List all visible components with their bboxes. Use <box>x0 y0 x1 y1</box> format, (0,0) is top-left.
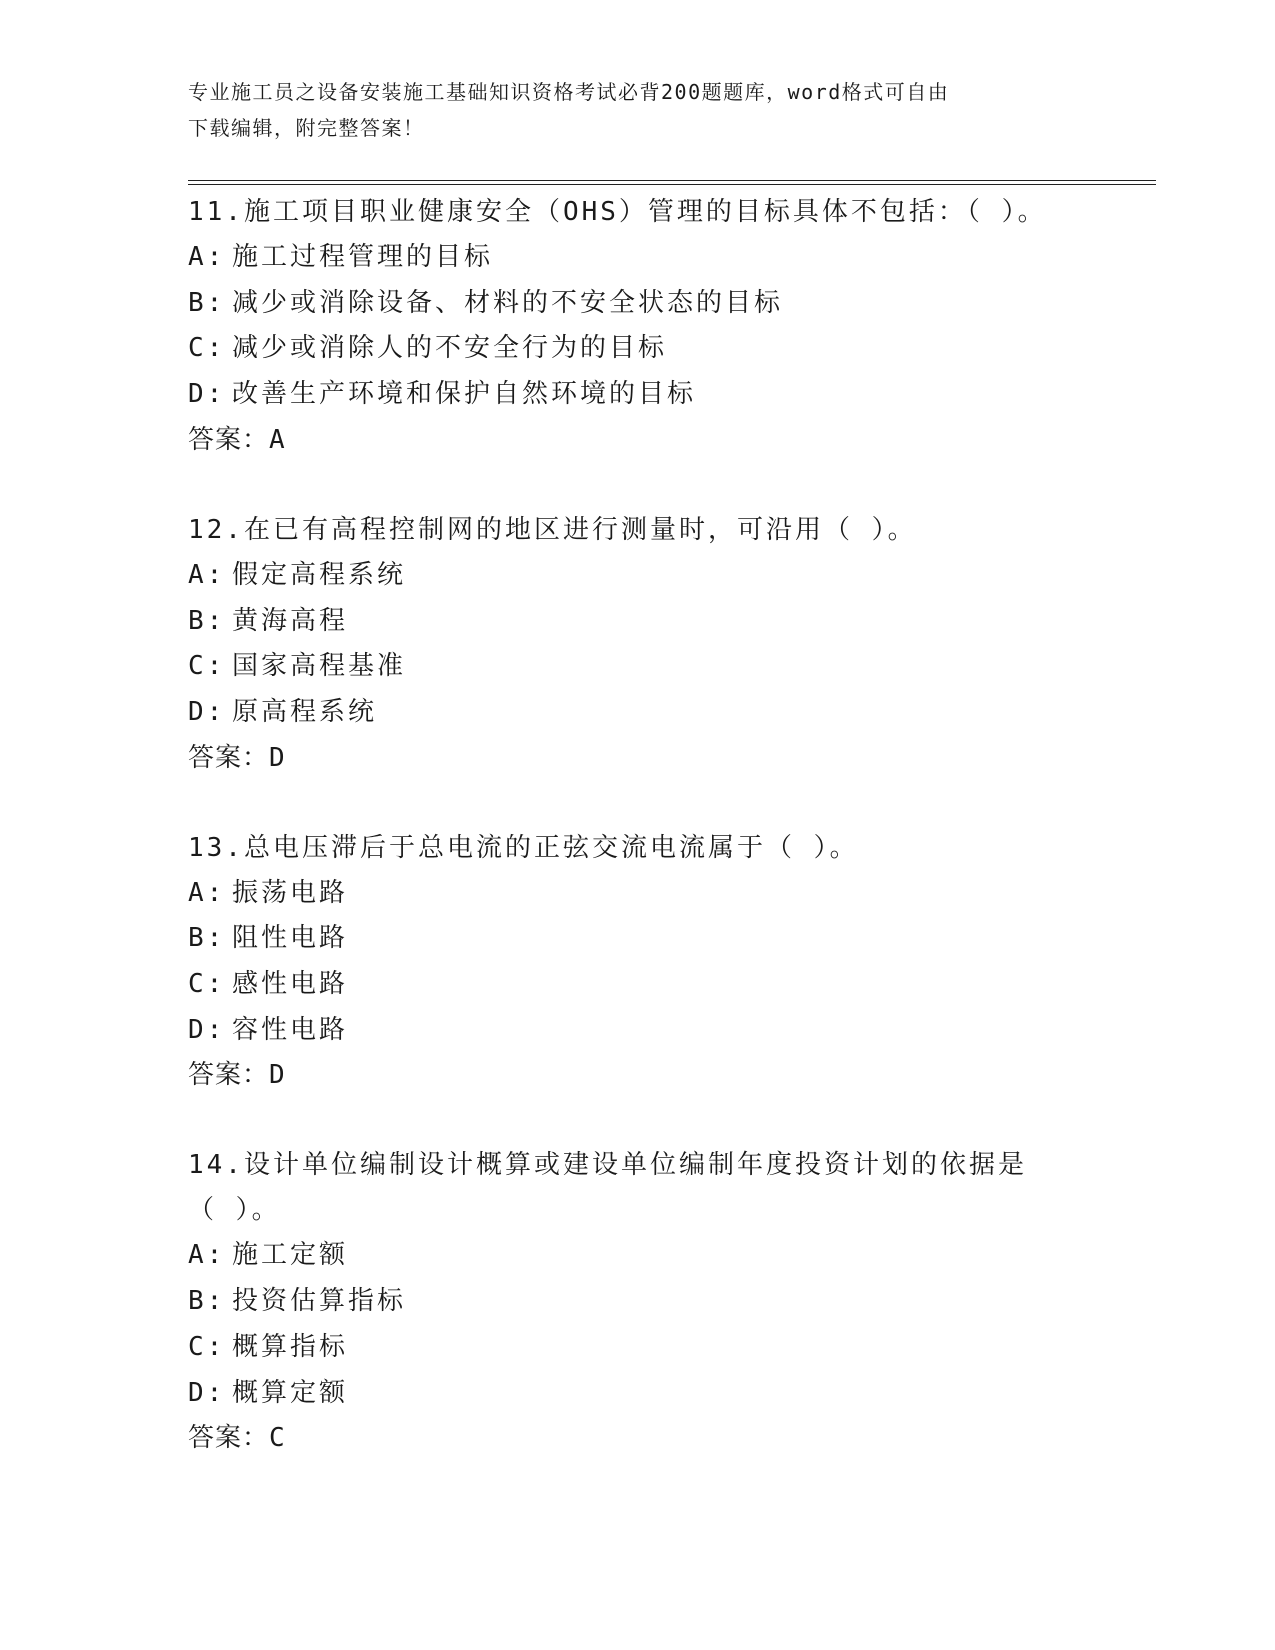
option-text: 振荡电路 <box>232 877 349 908</box>
option-d <box>188 690 1088 736</box>
option-key: C: <box>188 1331 226 1362</box>
option-key: A: <box>188 1240 226 1271</box>
option-d <box>188 372 1088 418</box>
option-b <box>188 916 1088 962</box>
option-a <box>188 871 1088 917</box>
option-text: 容性电路 <box>232 1014 349 1045</box>
option-text: 假定高程系统 <box>232 559 407 590</box>
option-c <box>188 1325 1088 1371</box>
question-stem: 13.总电压滞后于总电流的正弦交流电流属于（ ）。 <box>188 832 859 863</box>
question-12 <box>188 508 1088 780</box>
option-key: B: <box>188 287 226 318</box>
option-key: C: <box>188 333 226 364</box>
option-c <box>188 962 1088 1008</box>
question-11 <box>188 190 1088 462</box>
option-key: D: <box>188 1377 226 1408</box>
option-key: D: <box>188 1014 226 1045</box>
option-key: B: <box>188 923 226 954</box>
option-text: 施工过程管理的目标 <box>232 242 494 272</box>
header-line-1: 专业施工员之设备安装施工基础知识资格考试必背200题题库，word格式可自由 <box>188 80 950 104</box>
question-stem: 14.设计单位编制设计概算或建设单位编制年度投资计划的依据是（ ）。 <box>188 1150 1027 1226</box>
option-key: B: <box>188 1286 226 1317</box>
question-14 <box>188 1143 1088 1460</box>
header-divider-bottom <box>188 184 1156 185</box>
header-divider-top <box>188 180 1156 181</box>
answer-line: 答案：D <box>188 1060 286 1091</box>
option-text: 改善生产环境和保护自然环境的目标 <box>232 379 697 410</box>
option-key: A: <box>188 877 226 908</box>
option-key: A: <box>188 559 226 590</box>
option-b <box>188 281 1088 327</box>
option-text: 减少或消除人的不安全行为的目标 <box>232 333 668 364</box>
option-key: C: <box>188 651 226 682</box>
option-key: D: <box>188 696 226 727</box>
option-text: 减少或消除设备、材料的不安全状态的目标 <box>232 287 784 318</box>
option-b <box>188 1279 1088 1325</box>
option-text: 黄海高程 <box>232 605 349 636</box>
answer-line: 答案：C <box>188 1423 286 1454</box>
question-list <box>188 190 1088 1506</box>
question-stem: 11.施工项目职业健康安全（OHS）管理的目标具体不包括：（ ）。 <box>188 197 1047 227</box>
option-key: A: <box>188 242 226 272</box>
header-line-2: 下载编辑，附完整答案！ <box>188 116 425 140</box>
option-text: 投资估算指标 <box>232 1286 407 1317</box>
option-c <box>188 644 1088 690</box>
option-key: C: <box>188 969 226 1000</box>
option-text: 施工定额 <box>232 1240 349 1271</box>
option-text: 感性电路 <box>232 969 349 1000</box>
question-13 <box>188 826 1088 1098</box>
answer-line: 答案：D <box>188 742 286 773</box>
option-text: 国家高程基准 <box>232 651 407 682</box>
option-text: 概算指标 <box>232 1331 349 1362</box>
option-d <box>188 1371 1088 1417</box>
option-text: 原高程系统 <box>232 696 378 727</box>
option-a <box>188 1233 1088 1279</box>
option-key: B: <box>188 605 226 636</box>
option-c <box>188 326 1088 372</box>
option-a <box>188 235 1088 281</box>
option-text: 概算定额 <box>232 1377 349 1408</box>
answer-line: 答案：A <box>188 424 286 455</box>
option-b <box>188 599 1088 645</box>
document-header <box>188 74 1068 146</box>
option-a <box>188 553 1088 599</box>
option-key: D: <box>188 379 226 410</box>
option-d <box>188 1008 1088 1054</box>
question-stem: 12.在已有高程控制网的地区进行测量时，可沿用（ ）。 <box>188 514 917 545</box>
option-text: 阻性电路 <box>232 923 349 954</box>
